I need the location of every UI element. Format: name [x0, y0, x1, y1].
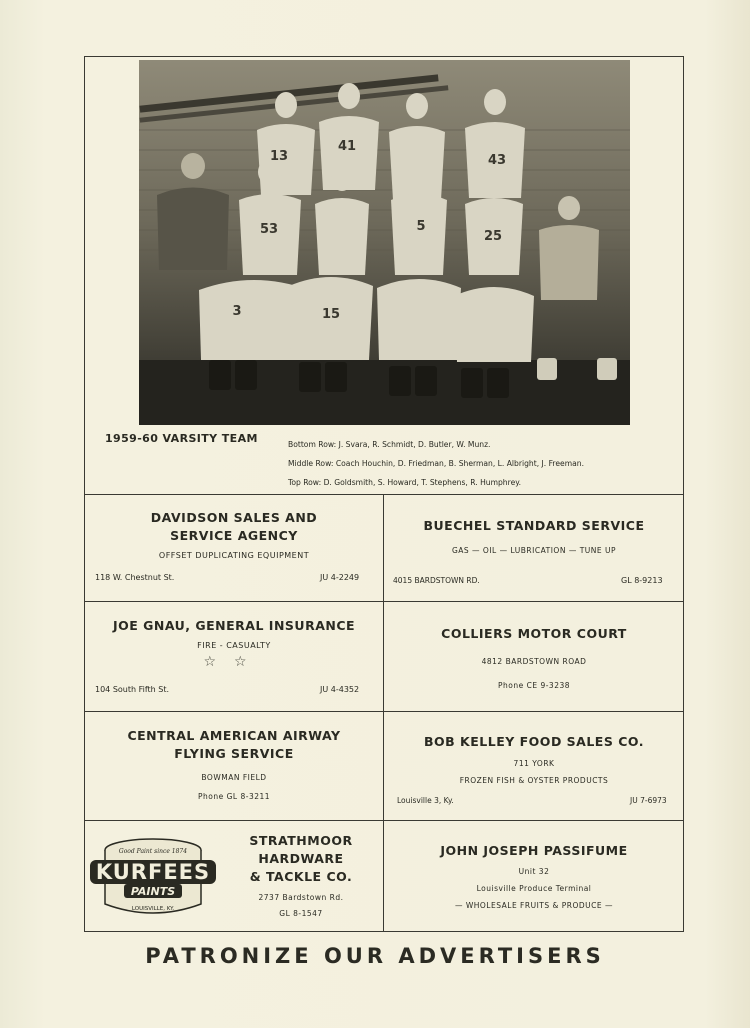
logo-top-text: Good Paint since 1874 [118, 848, 188, 855]
ad-buechel [384, 517, 684, 555]
jersey-number-top-1: 13 [269, 149, 289, 164]
logo-word-kurfees: KURFEES [95, 860, 211, 884]
ad-colliers [384, 625, 684, 690]
ad-address: 711 YORK [513, 759, 555, 768]
caption-bottom-row: Bottom Row: J. Svara, R. Schmidt, D. Butler, W. Munz. [288, 440, 491, 449]
ad-name: BOB KELLEY FOOD SALES CO. [424, 734, 644, 749]
ad-name: HARDWARE [258, 851, 344, 866]
jersey-number-top-4: 43 [487, 153, 507, 168]
ad-name: FLYING SERVICE [174, 746, 294, 761]
ad-address: 4812 BARDSTOWN ROAD [481, 657, 587, 666]
ad-tagline: FIRE - CASUALTY [197, 641, 271, 650]
logo-word-paints: PAINTS [130, 885, 176, 898]
ad-phone: Phone GL 8-3211 [197, 792, 271, 801]
ad-location: BOWMAN FIELD [201, 773, 267, 782]
logo-bottom-text: LOUISVILLE, KY. [131, 906, 175, 912]
ad-strathmoor [226, 832, 376, 918]
ad-phone: JU 4-4352 [320, 685, 360, 694]
ad-location: Louisville Produce Terminal [476, 884, 592, 893]
caption-top-row: Top Row: D. Goldsmith, S. Howard, T. Stephens, R. Humphrey. [288, 478, 522, 487]
ad-unit: Unit 32 [518, 867, 550, 876]
ad-address: 104 South Fifth St. [95, 685, 170, 694]
ad-name: COLLIERS MOTOR COURT [441, 626, 627, 641]
photo-caption-rows [288, 435, 584, 492]
ad-name: CENTRAL AMERICAN AIRWAY [127, 728, 341, 743]
ad-davidson [84, 509, 384, 560]
divider [84, 494, 684, 495]
ad-phone: GL 8-1547 [279, 909, 323, 918]
ad-tagline: FROZEN FISH & OYSTER PRODUCTS [459, 776, 609, 785]
star-icon: ☆☆ [203, 654, 265, 670]
ad-name: DAVIDSON SALES AND [150, 510, 318, 525]
jersey-number-bottom-1: 3 [232, 304, 242, 319]
team-photo [139, 60, 630, 425]
jersey-number-middle-4: 25 [483, 229, 503, 244]
jersey-number-top-2: 41 [337, 139, 357, 154]
ad-phone: Phone CE 9-3238 [497, 681, 571, 690]
ad-phone: JU 7-6973 [630, 796, 667, 805]
ad-tagline: — WHOLESALE FRUITS & PRODUCE — [454, 901, 614, 910]
ad-name: & TACKLE CO. [249, 869, 353, 884]
divider [84, 820, 684, 821]
ad-tagline: OFFSET DUPLICATING EQUIPMENT [158, 551, 310, 560]
divider [84, 711, 684, 712]
ad-bob-kelley [384, 733, 684, 785]
jersey-number-bottom-2: 15 [321, 307, 341, 322]
ad-name: BUECHEL STANDARD SERVICE [423, 518, 645, 533]
ad-central-american [84, 727, 384, 801]
ad-city: Louisville 3, Ky. [397, 796, 454, 805]
ad-gnau [84, 617, 384, 670]
divider [84, 601, 684, 602]
caption-middle-row: Middle Row: Coach Houchin, D. Friedman, B. Sherman, L. Albright, J. Freeman. [288, 459, 584, 468]
kurfees-logo [88, 834, 218, 922]
photo-caption-title: 1959-60 VARSITY TEAM [105, 432, 258, 445]
ad-name: JOE GNAU, GENERAL INSURANCE [112, 618, 356, 633]
ad-name: JOHN JOSEPH PASSIFUME [440, 843, 628, 858]
ad-name: STRATHMOOR [249, 833, 353, 848]
ad-passifume [384, 842, 684, 910]
ad-address: 2737 Bardstown Rd. [258, 893, 344, 902]
ad-name: SERVICE AGENCY [170, 528, 298, 543]
ad-tagline: GAS — OIL — LUBRICATION — TUNE UP [451, 546, 617, 555]
ad-phone: GL 8-9213 [621, 576, 663, 585]
jersey-number-middle-3: 5 [416, 219, 426, 234]
footer-slogan: PATRONIZE OUR ADVERTISERS [145, 944, 605, 968]
ad-address: 4015 BARDSTOWN RD. [393, 576, 480, 585]
ad-phone: JU 4-2249 [320, 573, 360, 582]
jersey-number-middle-1: 53 [259, 222, 279, 237]
ad-address: 118 W. Chestnut St. [95, 573, 175, 582]
